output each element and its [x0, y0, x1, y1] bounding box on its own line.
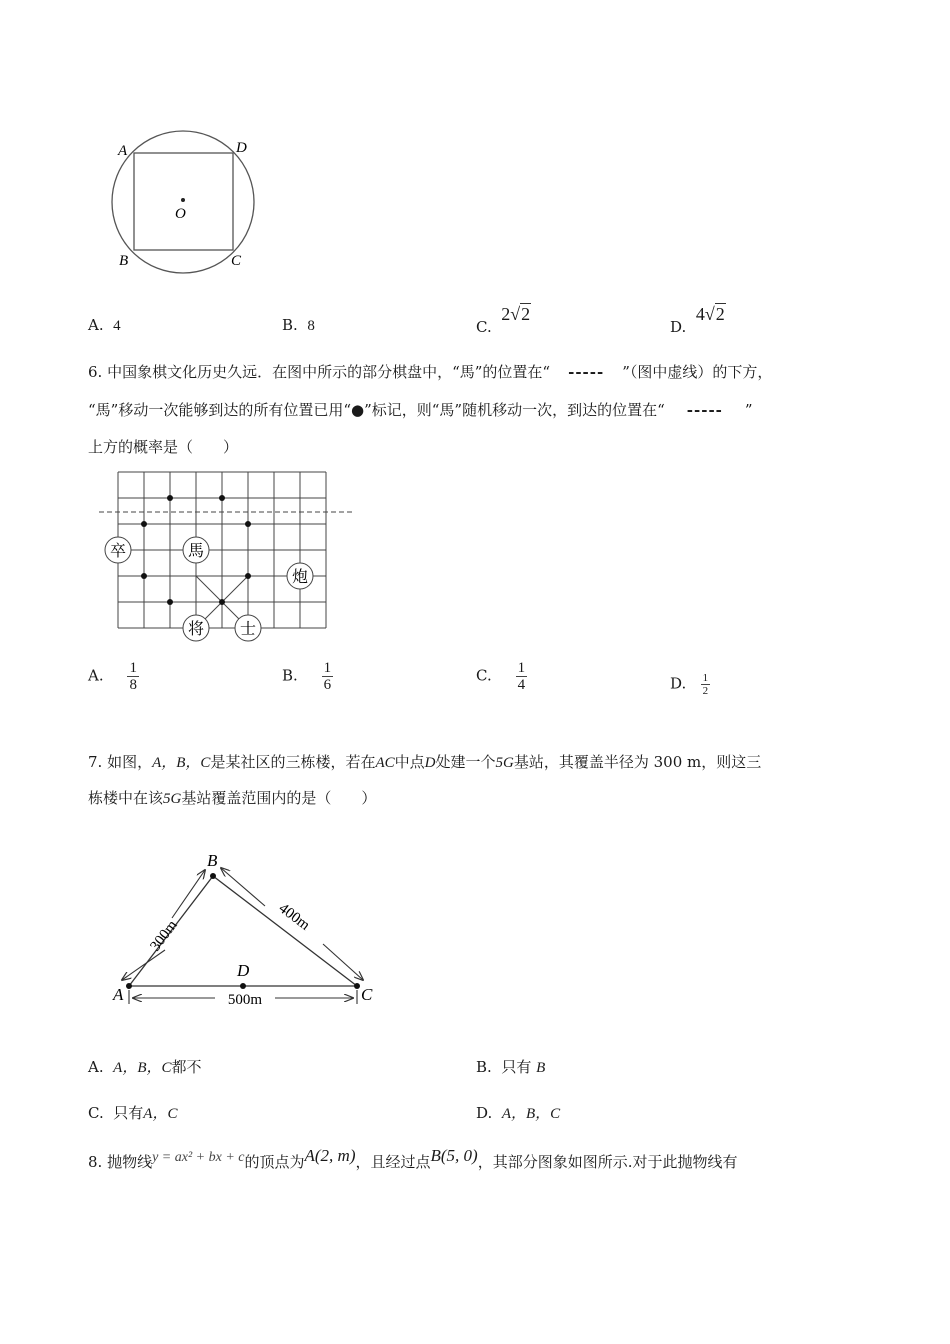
q6-option-d-num: 1 [702, 672, 709, 684]
q7-option-c-pre: 只有 [113, 1104, 144, 1122]
q5-option-c-coef: 2 [501, 304, 511, 324]
q6-option-d[interactable] [670, 672, 710, 697]
q6-stem-line-2 [88, 400, 753, 420]
q6-stem-line-1 [88, 362, 772, 382]
q6-line2-prefix: “馬”移动一次能够到达的所有位置已用“●”标记，则“馬”随机移动一次，到达的位置在“ [88, 401, 665, 419]
q7-option-b[interactable] [476, 1056, 545, 1077]
q7-option-b-letter: B. [476, 1058, 492, 1076]
q7-triangle-figure [105, 840, 395, 1015]
q6-target-dot [167, 599, 173, 605]
q6-option-d-fraction [701, 672, 711, 697]
q5-option-a-value: 4 [113, 318, 121, 334]
q5-label-d: D [236, 140, 247, 156]
q6-piece-jiang [183, 615, 209, 641]
q6-target-dot [141, 573, 147, 579]
q6-target-dot [167, 495, 173, 501]
q7-option-c-letter: C. [88, 1104, 104, 1122]
q7-line1-a: 7. 如图， [88, 753, 153, 771]
q5-option-c-radicand: 2 [521, 304, 531, 324]
q8-stem-line-1 [88, 1146, 738, 1176]
q7-label-c: C [361, 985, 373, 1004]
q6-target-dot [219, 495, 225, 501]
q6-option-a[interactable] [88, 660, 139, 693]
q6-dashes-2: ----- [686, 401, 723, 419]
q5-label-b: B [119, 253, 129, 269]
q5-option-b-letter: B. [282, 316, 298, 334]
q6-option-b-letter: B. [282, 666, 298, 685]
q6-target-dot [245, 521, 251, 527]
q7-label-a: A [113, 985, 124, 1004]
q7-option-c-text: A，C [143, 1106, 178, 1122]
q5-label-a: A [118, 143, 128, 159]
q5-option-b-value: 8 [307, 318, 315, 334]
q7-line2-5g: 5G [163, 791, 182, 807]
q6-piece-shi [235, 615, 261, 641]
q5-label-c: C [231, 253, 242, 269]
q6-piece-ma-label: 馬 [187, 543, 205, 560]
q7-stem-line-2 [88, 788, 376, 809]
q7-line1-vars: A，B，C [152, 755, 211, 771]
q6-option-c-fraction [516, 660, 528, 693]
q7-length-ac: 500m [227, 992, 263, 1008]
q6-option-a-letter: A. [88, 666, 104, 685]
q7-option-a[interactable] [88, 1056, 202, 1077]
q7-point-c [354, 983, 360, 989]
q6-dashes-1: ----- [568, 363, 605, 381]
q8-suffix: ，其部分图象如图所示.对于此抛物线有 [477, 1153, 738, 1171]
q7-point-d [240, 983, 246, 989]
q6-piece-zu-label: 卒 [109, 543, 127, 560]
q6-option-a-num: 1 [129, 660, 137, 676]
q6-option-c-den: 4 [517, 677, 526, 693]
q8-equation: y = ax² + bx + c [152, 1150, 245, 1165]
q7-length-bc: 400m [275, 900, 313, 934]
q5-option-c[interactable] [476, 304, 531, 336]
q5-option-c-value: 2√2 [501, 304, 531, 324]
q5-option-c-letter: C. [476, 318, 492, 336]
q7-label-b: B [207, 851, 218, 870]
q5-option-a-letter: A. [88, 316, 104, 334]
q6-option-c-letter: C. [476, 666, 492, 685]
q8-prefix: 8. 抛物线 [88, 1153, 153, 1171]
q6-piece-zu [105, 537, 131, 563]
q7-line1-5g: 5G [495, 755, 514, 771]
q5-option-b[interactable] [282, 316, 315, 335]
q7-option-d-text: A，B，C [501, 1106, 561, 1122]
q6-option-a-fraction [127, 660, 139, 693]
q8-point: B(5, 0) [430, 1146, 478, 1165]
q6-line1-suffix: ”（图中虚线）的下方， [622, 363, 773, 381]
q7-stem-line-1 [88, 752, 761, 773]
q7-option-a-letter: A. [88, 1058, 104, 1076]
q5-option-d-value: 4√2 [695, 304, 725, 324]
q7-option-b-pre: 只有 [501, 1058, 532, 1076]
q6-target-dot [219, 599, 225, 605]
q8-mid1: 的顶点为 [244, 1153, 305, 1171]
q6-option-d-letter: D. [670, 674, 687, 693]
q6-stem-line-3 [88, 437, 238, 457]
q7-option-d[interactable] [476, 1102, 560, 1123]
q7-option-d-letter: D. [476, 1104, 493, 1122]
q6-piece-ma [183, 537, 209, 563]
q7-point-a [126, 983, 132, 989]
q6-piece-pao-label: 炮 [291, 569, 309, 586]
q6-piece-shi-label: 士 [239, 621, 257, 638]
q6-line3: 上方的概率是（ ） [88, 438, 239, 456]
q5-circle-square-figure [100, 125, 270, 275]
q7-line2-b: 基站覆盖范围内的是（ ） [181, 789, 377, 807]
q7-length-ab: 300m [147, 917, 181, 955]
q5-option-d-coef: 4 [695, 304, 705, 324]
q7-line2-a: 栋楼中在该 [88, 789, 164, 807]
q6-option-c-num: 1 [517, 660, 526, 676]
q6-target-dot [141, 521, 147, 527]
q5-option-d[interactable] [670, 304, 726, 336]
q7-label-d: D [237, 961, 250, 980]
q6-option-c[interactable] [476, 660, 527, 693]
q6-piece-jiang-label: 将 [187, 621, 205, 638]
q6-option-b-num: 1 [323, 660, 332, 676]
q6-option-b[interactable] [282, 660, 333, 693]
q7-option-a-tail: 都不 [171, 1058, 202, 1076]
q7-line1-ac: AC [375, 755, 395, 771]
q6-line2-suffix: ” [744, 401, 753, 419]
q5-option-d-radicand: 2 [715, 304, 725, 324]
q6-line1-prefix: 6. 中国象棋文化历史久远．在图中所示的部分棋盘中，“馬”的位置在“ [88, 363, 551, 381]
q5-option-d-letter: D. [670, 318, 687, 336]
q7-line1-e: 处建一个 [435, 753, 496, 771]
q7-option-a-text: A，B，C [113, 1060, 172, 1076]
q6-option-b-den: 6 [323, 677, 332, 693]
q7-line1-d: D [424, 755, 436, 771]
q7-line1-b: 是某社区的三栋楼，若在 [210, 753, 376, 771]
q6-piece-pao [287, 563, 313, 589]
q7-option-b-text: B [536, 1060, 546, 1076]
q6-chessboard-figure [95, 468, 360, 648]
q6-option-a-den: 8 [129, 677, 137, 693]
q6-target-dot [245, 573, 251, 579]
q7-line1-f: 基站，其覆盖半径为 300 m，则这三 [513, 753, 762, 771]
q5-label-o: O [175, 206, 186, 222]
q7-option-c[interactable] [88, 1102, 177, 1123]
q6-option-b-fraction [322, 660, 334, 693]
q5-center-point [181, 198, 185, 202]
q7-point-b [210, 873, 216, 879]
q8-mid2: ，且经过点 [355, 1153, 431, 1171]
q7-line1-c: 中点 [394, 753, 425, 771]
q5-option-a[interactable] [88, 316, 121, 335]
q8-vertex: A(2, m) [304, 1146, 356, 1165]
q6-option-d-den: 2 [702, 685, 709, 697]
